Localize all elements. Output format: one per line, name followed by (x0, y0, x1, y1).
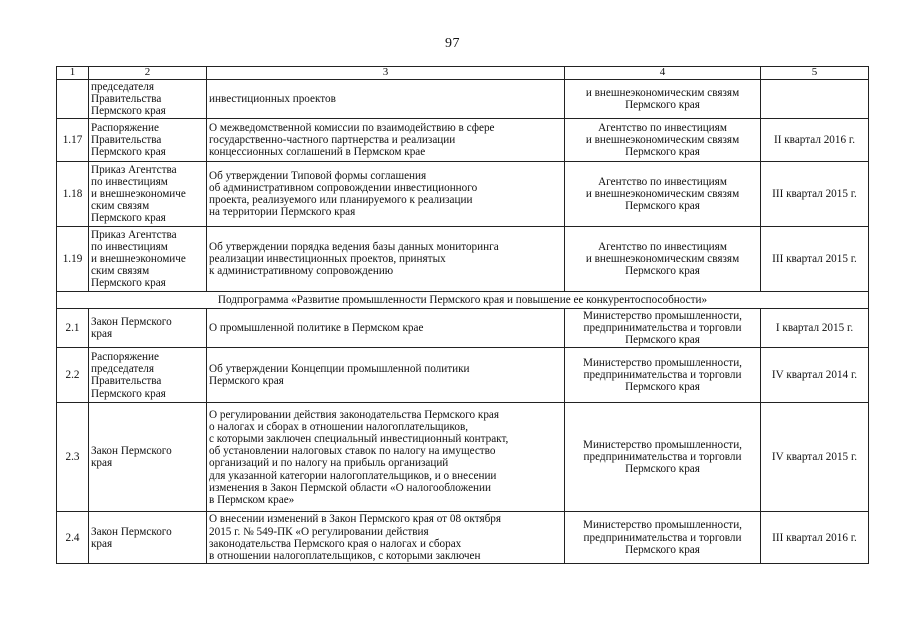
row-number-cell (57, 79, 89, 118)
act-type-text: Закон Пермского края (91, 445, 172, 470)
act-title-text: О межведомственной комиссии по взаимодействию в сфере государственно-частного партнерства и реализации концессионных соглашений в Пермском крае (209, 122, 495, 159)
act-type-text: Закон Пермского края (91, 525, 172, 550)
table-row (57, 162, 869, 227)
table-row (57, 309, 869, 348)
act-type-cell (89, 162, 207, 227)
column-number: 3 (207, 67, 565, 80)
row-number-cell: 1.17 (57, 119, 89, 162)
document-table (56, 66, 869, 564)
table-row (57, 119, 869, 162)
table-row (57, 227, 869, 292)
term-cell: III квартал 2015 г. (761, 227, 869, 292)
executor-text: Министерство промышленности, предпринимательства и торговли Пермского края (583, 310, 742, 347)
term-cell: III квартал 2016 г. (761, 512, 869, 563)
act-title-cell (207, 403, 565, 512)
term-cell: III квартал 2015 г. (761, 162, 869, 227)
executor-text: Агентство по инвестициям и внешнеэкономическим связям Пермского края (585, 122, 740, 159)
act-title-text: О внесении изменений в Закон Пермского края от 08 октября 2015 г. № 549-ПК «О регулировании действия законодательства Пермского края о налогах и сборах в отношении налогоплательщиков, с которыми заключен (209, 513, 502, 562)
executor-cell (565, 79, 761, 118)
column-number: 4 (565, 67, 761, 80)
act-title-text: О регулировании действия законодательства Пермского края о налогах и сборах в отношении налогоплательщиков, с которыми заключен специальный инвестиционный контракт, об установлении налоговых ставок по налогу на имущество организаций и по налогу на прибыль организаций для указанной категории налогоплательщиков, и о внесении изменения в Закон Пермской области «О налогообложении в Пермском крае» (209, 409, 509, 506)
act-title-text: Об утверждении Концепции промышленной политики Пермского края (209, 363, 470, 388)
term-cell: IV квартал 2015 г. (761, 403, 869, 512)
act-title-text: Об утверждении порядка ведения базы данных мониторинга реализации инвестиционных проектов, принятых к административному сопровождению (209, 241, 499, 278)
table-row (57, 348, 869, 403)
act-title-text: инвестиционных проектов (209, 92, 336, 105)
term-cell: IV квартал 2014 г. (761, 348, 869, 403)
term-cell (761, 79, 869, 118)
term-cell: I квартал 2015 г. (761, 309, 869, 348)
act-type-cell (89, 119, 207, 162)
column-number: 5 (761, 67, 869, 80)
executor-text: Министерство промышленности, предпринимательства и торговли Пермского края (583, 519, 742, 556)
executor-text: Министерство промышленности, предпринимательства и торговли Пермского края (583, 357, 742, 394)
act-title-cell (207, 162, 565, 227)
act-type-text: Закон Пермского края (91, 316, 172, 341)
act-title-text: О промышленной политике в Пермском крае (209, 322, 424, 335)
subprogram-heading: Подпрограмма «Развитие промышленности Пермского края и повышение ее конкурентоспособности» (57, 292, 869, 309)
act-title-cell (207, 119, 565, 162)
act-title-cell (207, 309, 565, 348)
executor-cell (565, 227, 761, 292)
page-number: 97 (445, 36, 460, 51)
row-number-cell: 2.1 (57, 309, 89, 348)
act-title-text: Об утверждении Типовой формы соглашения об административном сопровождении инвестиционного проекта, реализуемого или планируемого к реализации на территории Пермского края (209, 169, 478, 219)
executor-cell (565, 403, 761, 512)
table-row (57, 403, 869, 512)
term-cell: II квартал 2016 г. (761, 119, 869, 162)
act-type-cell (89, 79, 207, 118)
row-number-cell: 2.4 (57, 512, 89, 563)
act-type-cell (89, 512, 207, 563)
row-number-cell: 1.18 (57, 162, 89, 227)
act-type-text: Распоряжение Правительства Пермского края (91, 122, 166, 159)
row-number-cell: 2.3 (57, 403, 89, 512)
executor-text: Агентство по инвестициям и внешнеэкономическим связям Пермского края (585, 241, 740, 278)
executor-text: Министерство промышленности, предпринимательства и торговли Пермского края (583, 439, 742, 476)
executor-cell (565, 348, 761, 403)
table-row (57, 512, 869, 563)
act-title-cell (207, 79, 565, 118)
act-type-cell (89, 227, 207, 292)
executor-cell (565, 119, 761, 162)
act-type-text: Распоряжение председателя Правительства Пермского края (91, 351, 166, 400)
executor-cell (565, 309, 761, 348)
act-type-text: Приказ Агентства по инвестициям и внешнеэкономиче ским связям Пермского края (91, 228, 186, 290)
subprogram-row (57, 292, 869, 309)
act-type-text: Приказ Агентства по инвестициям и внешнеэкономиче ским связям Пермского края (91, 163, 186, 225)
row-number-cell: 2.2 (57, 348, 89, 403)
act-type-cell (89, 309, 207, 348)
act-type-cell (89, 348, 207, 403)
executor-text: Агентство по инвестициям и внешнеэкономическим связям Пермского края (585, 176, 740, 213)
act-type-cell (89, 403, 207, 512)
executor-cell (565, 512, 761, 563)
row-number-cell: 1.19 (57, 227, 89, 292)
executor-text: и внешнеэкономическим связям Пермского края (585, 86, 740, 112)
act-title-cell (207, 348, 565, 403)
table-row-continuation (57, 79, 869, 118)
executor-cell (565, 162, 761, 227)
column-number-row (57, 67, 869, 80)
column-number: 1 (57, 67, 89, 80)
act-type-text: председателя Правительства Пермского края (91, 80, 166, 118)
act-title-cell (207, 227, 565, 292)
act-title-cell (207, 512, 565, 563)
column-number: 2 (89, 67, 207, 80)
